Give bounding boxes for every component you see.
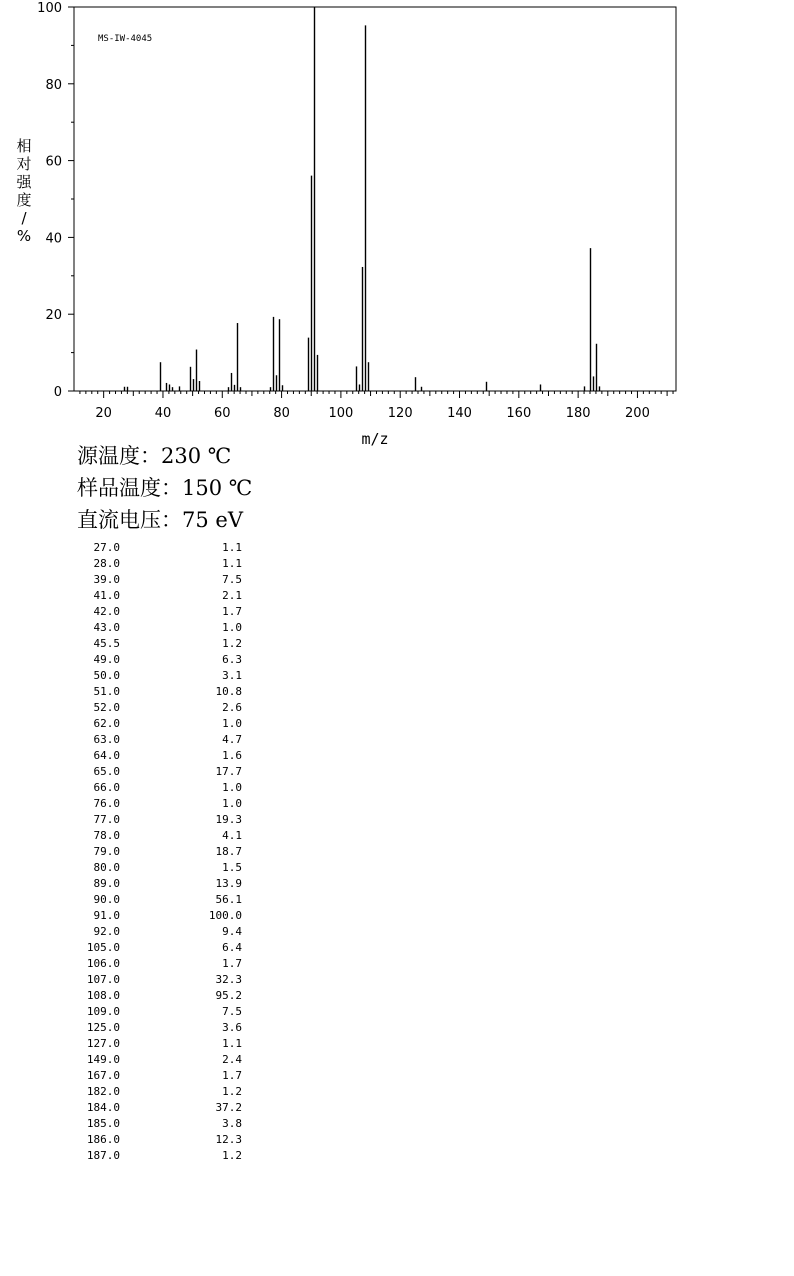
mz-value: 78.0 xyxy=(93,829,120,842)
intensity-value: 37.2 xyxy=(215,1101,242,1114)
mz-value: 109.0 xyxy=(86,1005,120,1018)
intensity-value: 1.7 xyxy=(222,605,242,618)
intensity-value: 1.1 xyxy=(222,557,242,570)
mz-value: 89.0 xyxy=(93,877,120,890)
intensity-value: 9.4 xyxy=(222,925,242,938)
intensity-value: 1.2 xyxy=(222,637,242,650)
mz-value: 27.0 xyxy=(93,541,120,554)
mz-value: 80.0 xyxy=(93,861,120,874)
mz-value: 91.0 xyxy=(93,909,120,922)
table-row xyxy=(78,764,242,780)
x-tick-label: 120 xyxy=(387,406,413,421)
table-row xyxy=(78,748,242,764)
table-row xyxy=(78,540,242,556)
mz-value: 79.0 xyxy=(93,845,120,858)
intensity-value: 19.3 xyxy=(215,813,242,826)
y-tick-label: 80 xyxy=(45,77,62,93)
table-row xyxy=(78,908,242,924)
intensity-value: 56.1 xyxy=(215,893,242,906)
table-row xyxy=(78,556,242,572)
intensity-value: 1.7 xyxy=(222,957,242,970)
table-row xyxy=(78,780,242,796)
table-row xyxy=(78,732,242,748)
table-row xyxy=(78,1116,242,1132)
mz-value: 90.0 xyxy=(93,893,120,906)
table-row xyxy=(78,1132,242,1148)
mz-value: 50.0 xyxy=(93,669,120,682)
mz-value: 65.0 xyxy=(93,765,120,778)
sample-temperature: 样品温度：150 ℃ xyxy=(77,476,253,500)
intensity-value: 95.2 xyxy=(215,989,242,1002)
table-row xyxy=(78,956,242,972)
intensity-value: 2.1 xyxy=(222,589,242,602)
y-tick-label: 40 xyxy=(45,231,62,247)
mz-value: 92.0 xyxy=(93,925,120,938)
x-tick-label: 40 xyxy=(154,406,172,421)
mz-value: 185.0 xyxy=(86,1117,120,1130)
table-row xyxy=(78,1036,242,1052)
intensity-value: 1.0 xyxy=(222,621,242,634)
x-tick-label: 200 xyxy=(625,406,650,421)
x-tick-label: 140 xyxy=(447,406,472,421)
table-row xyxy=(78,924,242,940)
y-axis-label-char: 强 xyxy=(16,173,32,191)
intensity-value: 1.2 xyxy=(222,1149,242,1162)
x-tick-label: 60 xyxy=(214,406,231,421)
x-tick-label: 180 xyxy=(565,406,591,421)
mz-value: 62.0 xyxy=(93,717,120,730)
mz-value: 51.0 xyxy=(93,685,120,698)
mz-value: 107.0 xyxy=(86,973,120,986)
intensity-value: 13.9 xyxy=(215,877,242,890)
mz-value: 167.0 xyxy=(86,1069,120,1082)
intensity-value: 1.1 xyxy=(222,541,242,554)
conditions-block xyxy=(77,440,252,536)
table-row xyxy=(78,1068,242,1084)
intensity-value: 3.8 xyxy=(222,1117,242,1130)
x-tick-label: 80 xyxy=(273,406,290,421)
y-axis-label-char: 度 xyxy=(16,191,32,209)
mz-value: 64.0 xyxy=(93,749,120,762)
table-row xyxy=(78,1100,242,1116)
table-row xyxy=(78,652,242,668)
table-row xyxy=(78,700,242,716)
mz-value: 77.0 xyxy=(93,813,120,826)
table-row xyxy=(78,684,242,700)
table-row xyxy=(78,1084,242,1100)
intensity-value: 12.3 xyxy=(215,1133,242,1146)
intensity-value: 1.0 xyxy=(222,717,242,730)
table-row xyxy=(78,892,242,908)
table-row xyxy=(78,1004,242,1020)
y-axis-label-char: / xyxy=(21,209,27,227)
table-row xyxy=(78,636,242,652)
intensity-value: 2.6 xyxy=(222,701,242,714)
x-tick-label: 100 xyxy=(328,406,354,421)
plot-frame xyxy=(74,7,676,391)
table-row xyxy=(78,796,242,812)
dc-voltage: 直流电压：75 eV xyxy=(77,508,243,532)
mz-value: 108.0 xyxy=(86,989,120,1002)
spectrum-id-label: MS-IW-4045 xyxy=(98,34,153,44)
table-row xyxy=(78,1052,242,1068)
y-tick-label: 60 xyxy=(45,154,62,170)
mz-value: 182.0 xyxy=(86,1085,120,1098)
y-axis-label xyxy=(14,137,34,245)
mz-value: 39.0 xyxy=(93,573,120,586)
mz-value: 127.0 xyxy=(86,1037,120,1050)
intensity-value: 7.5 xyxy=(222,573,242,586)
mz-value: 49.0 xyxy=(93,653,120,666)
intensity-value: 1.6 xyxy=(222,749,242,762)
intensity-value: 3.6 xyxy=(222,1021,242,1034)
intensity-value: 100.0 xyxy=(208,909,242,922)
y-tick-label: 100 xyxy=(37,1,62,16)
table-row xyxy=(78,988,242,1004)
mz-value: 63.0 xyxy=(93,733,120,746)
intensity-value: 1.0 xyxy=(222,781,242,794)
mz-value: 186.0 xyxy=(86,1133,120,1146)
intensity-value: 7.5 xyxy=(222,1005,242,1018)
mz-value: 187.0 xyxy=(86,1149,120,1162)
intensity-value: 4.7 xyxy=(222,733,242,746)
mz-value: 52.0 xyxy=(93,701,120,714)
table-row xyxy=(78,812,242,828)
mass-spectrum-chart xyxy=(0,0,794,455)
mz-value: 105.0 xyxy=(86,941,120,954)
y-tick-label: 0 xyxy=(53,385,62,400)
mz-value: 45.5 xyxy=(93,637,120,650)
intensity-value: 10.8 xyxy=(215,685,242,698)
x-tick-label: 20 xyxy=(95,406,112,421)
intensity-value: 1.1 xyxy=(222,1037,242,1050)
table-row xyxy=(78,972,242,988)
peak-bars xyxy=(125,7,600,391)
peak-table xyxy=(78,540,242,1164)
mz-value: 106.0 xyxy=(86,957,120,970)
intensity-value: 1.7 xyxy=(222,1069,242,1082)
intensity-value: 18.7 xyxy=(215,845,242,858)
table-row xyxy=(78,668,242,684)
y-axis xyxy=(37,1,74,400)
table-row xyxy=(78,604,242,620)
y-axis-label-char: % xyxy=(16,227,32,245)
y-tick-label: 20 xyxy=(45,308,62,324)
y-axis-label-char: 对 xyxy=(16,155,32,173)
x-tick-label: 160 xyxy=(506,406,532,421)
intensity-value: 2.4 xyxy=(222,1053,242,1066)
intensity-value: 1.0 xyxy=(222,797,242,810)
source-temperature: 源温度：230 ℃ xyxy=(77,444,232,468)
table-row xyxy=(78,1020,242,1036)
intensity-value: 4.1 xyxy=(222,829,242,842)
table-row xyxy=(78,572,242,588)
intensity-value: 6.3 xyxy=(222,653,242,666)
mz-value: 149.0 xyxy=(86,1053,120,1066)
x-axis xyxy=(80,391,673,421)
table-row xyxy=(78,1148,242,1164)
intensity-value: 1.2 xyxy=(222,1085,242,1098)
table-row xyxy=(78,588,242,604)
mz-value: 43.0 xyxy=(93,621,120,634)
mz-value: 76.0 xyxy=(93,797,120,810)
mz-value: 66.0 xyxy=(93,781,120,794)
table-row xyxy=(78,620,242,636)
intensity-value: 6.4 xyxy=(222,941,242,954)
intensity-value: 17.7 xyxy=(215,765,242,778)
mz-value: 184.0 xyxy=(86,1101,120,1114)
intensity-value: 3.1 xyxy=(222,669,242,682)
intensity-value: 32.3 xyxy=(215,973,242,986)
mz-value: 41.0 xyxy=(93,589,120,602)
x-axis-label: m/z xyxy=(361,430,389,448)
table-row xyxy=(78,876,242,892)
table-row xyxy=(78,860,242,876)
y-axis-label-char: 相 xyxy=(16,137,32,155)
table-row xyxy=(78,716,242,732)
mz-value: 28.0 xyxy=(93,557,120,570)
table-row xyxy=(78,940,242,956)
table-row xyxy=(78,828,242,844)
intensity-value: 1.5 xyxy=(222,861,242,874)
mz-value: 42.0 xyxy=(93,605,120,618)
mz-value: 125.0 xyxy=(86,1021,120,1034)
table-row xyxy=(78,844,242,860)
